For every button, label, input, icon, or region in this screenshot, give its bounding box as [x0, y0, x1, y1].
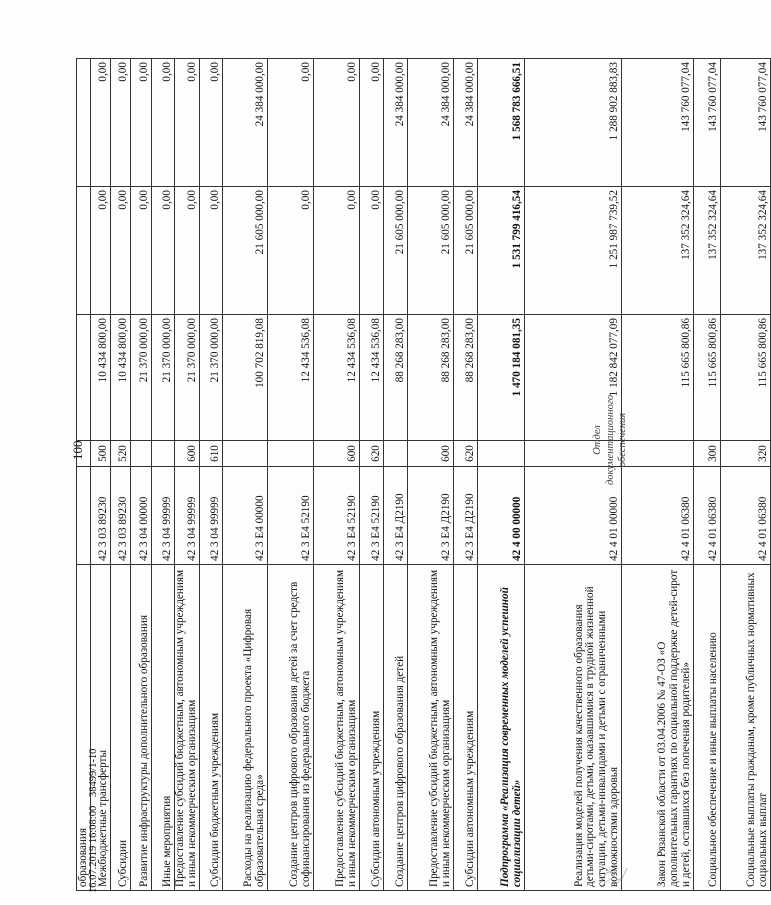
table-row: [383, 59, 407, 891]
cell-v1: 88 268 283,00: [383, 315, 407, 441]
cell-v2: 0,00: [313, 187, 359, 315]
cell-csr: 42 3 04 99999: [152, 467, 175, 565]
cell-csr: [77, 467, 91, 565]
cell-v1: 115 665 800,86: [693, 315, 720, 441]
cell-v3: 0,00: [91, 59, 111, 187]
cell-v1: 100 702 819,08: [222, 315, 267, 441]
cell-name: Иные мероприятия: [152, 565, 175, 891]
cell-csr: 42 3 E4 52190: [267, 467, 313, 565]
cell-v2: 0,00: [152, 187, 175, 315]
table-row: [199, 59, 222, 891]
table-row: [111, 59, 131, 891]
cell-v3: 0,00: [175, 59, 200, 187]
cell-v3: 143 760 077,04: [693, 59, 720, 187]
cell-v3: 0,00: [152, 59, 175, 187]
cell-v2: 1 251 987 739,52: [524, 187, 621, 315]
cell-csr: 42 3 04 00000: [131, 467, 152, 565]
cell-v2: 137 352 324,64: [720, 187, 770, 315]
cell-v3: 0,00: [131, 59, 152, 187]
cell-name: Развитие инфраструктуры дополнительного образования: [131, 565, 152, 891]
cell-vr: [152, 441, 175, 467]
cell-csr: 42 3 03 89230: [91, 467, 111, 565]
cell-name: Социальное обеспечение и иные выплаты населению: [693, 565, 720, 891]
cell-v3: [77, 59, 91, 187]
table-row: [407, 59, 453, 891]
cell-vr: 600: [175, 441, 200, 467]
cell-vr: [267, 441, 313, 467]
table-row: [222, 59, 267, 891]
cell-v2: 21 605 000,00: [222, 187, 267, 315]
table-row: [313, 59, 359, 891]
cell-csr: 42 3 E4 Д2190: [407, 467, 453, 565]
cell-v3: 24 384 000,00: [407, 59, 453, 187]
cell-name: Субсидии автономным учреждениям: [359, 565, 383, 891]
cell-v2: [77, 187, 91, 315]
cell-name: Субсидии автономным учреждениям: [453, 565, 477, 891]
cell-v3: 0,00: [359, 59, 383, 187]
cell-v1: [77, 315, 91, 441]
cell-name: Предоставление субсидий бюджетным, автономным учреждениям и иным некоммерческим организациям: [407, 565, 453, 891]
cell-csr: 42 4 00 00000: [477, 467, 524, 565]
cell-csr: 42 4 01 06380: [621, 467, 693, 565]
cell-vr: 500: [91, 441, 111, 467]
cell-csr: 42 3 E4 Д2190: [383, 467, 407, 565]
seal-scribble-icon: [598, 862, 630, 888]
cell-name: Создание центров цифрового образования детей за счет средств софинансирования из федерального бюджета: [267, 565, 313, 891]
cell-name: Подпрограмма «Реализация современных моделей успешной социализации детей»: [477, 565, 524, 891]
cell-v3: 1 288 902 883,83: [524, 59, 621, 187]
table-row: [152, 59, 175, 891]
cell-v3: 143 760 077,04: [621, 59, 693, 187]
department-stamp: [592, 395, 630, 485]
cell-name: Субсидии: [111, 565, 131, 891]
cell-name: Предоставление субсидий бюджетным, автономным учреждениям и иным некоммерческим организациям: [175, 565, 200, 891]
cell-vr: [477, 441, 524, 467]
cell-v2: 21 605 000,00: [407, 187, 453, 315]
cell-vr: [383, 441, 407, 467]
cell-v2: 1 531 799 416,54: [477, 187, 524, 315]
cell-vr: 610: [199, 441, 222, 467]
cell-csr: 42 4 01 06380: [720, 467, 770, 565]
cell-csr: 42 3 04 99999: [175, 467, 200, 565]
cell-csr: 42 3 E4 52190: [359, 467, 383, 565]
table-row: [267, 59, 313, 891]
cell-vr: [621, 441, 693, 467]
cell-v2: 0,00: [267, 187, 313, 315]
cell-v2: 0,00: [199, 187, 222, 315]
cell-csr: 42 4 01 06380: [693, 467, 720, 565]
cell-v1: 88 268 283,00: [407, 315, 453, 441]
cell-name: Социальные выплаты гражданам, кроме публичных нормативных социальных выплат: [720, 565, 770, 891]
cell-csr: 42 3 03 89230: [111, 467, 131, 565]
cell-name: Закон Рязанской области от 03.04.2006 № 47-ОЗ «О дополнительных гарантиях по социальной поддержке детей-сирот и детей, оставшихся без попечения родителей»: [621, 565, 693, 891]
table-row: [720, 59, 770, 891]
cell-csr: 42 3 E4 52190: [313, 467, 359, 565]
cell-vr: 600: [313, 441, 359, 467]
cell-v2: 0,00: [359, 187, 383, 315]
table-row: [175, 59, 200, 891]
cell-v1: 115 665 800,86: [720, 315, 770, 441]
cell-v1: 10 434 800,00: [111, 315, 131, 441]
cell-v1: 21 370 000,00: [175, 315, 200, 441]
cell-v1: 12 434 536,08: [267, 315, 313, 441]
cell-v2: 0,00: [175, 187, 200, 315]
cell-name: Субсидии бюджетным учреждениям: [199, 565, 222, 891]
page-number: 100: [70, 440, 85, 460]
cell-v1: 21 370 000,00: [131, 315, 152, 441]
footer-datetime: 16.07.2019 16:08:00: [88, 805, 99, 893]
cell-v3: 0,00: [199, 59, 222, 187]
cell-v3: 143 760 077,04: [720, 59, 770, 187]
cell-vr: 620: [453, 441, 477, 467]
table-row: [621, 59, 693, 891]
cell-v1: 21 370 000,00: [152, 315, 175, 441]
cell-name: Предоставление субсидий бюджетным, автономным учреждениям и иным некоммерческим организациям: [313, 565, 359, 891]
stamp-line-2: обеспечения: [617, 412, 629, 468]
cell-vr: 520: [111, 441, 131, 467]
cell-v3: 1 568 783 666,51: [477, 59, 524, 187]
cell-v2: 21 605 000,00: [453, 187, 477, 315]
cell-v3: 24 384 000,00: [222, 59, 267, 187]
cell-v1: 115 665 800,86: [621, 315, 693, 441]
cell-csr: 42 3 E4 Д2190: [453, 467, 477, 565]
cell-v2: 21 605 000,00: [383, 187, 407, 315]
cell-name: Расходы на реализацию федерального проекта «Цифровая образовательная среда»: [222, 565, 267, 891]
cell-v2: 0,00: [111, 187, 131, 315]
cell-name: образования: [77, 565, 91, 891]
cell-csr: 42 4 01 00000: [524, 467, 621, 565]
footer-document-code: 38499/1-10: [88, 748, 99, 797]
cell-v2: 0,00: [131, 187, 152, 315]
table-row: [131, 59, 152, 891]
cell-name: Создание центров цифрового образования детей: [383, 565, 407, 891]
cell-vr: [131, 441, 152, 467]
cell-v3: 24 384 000,00: [453, 59, 477, 187]
cell-v1: 10 434 800,00: [91, 315, 111, 441]
cell-v1: 21 370 000,00: [199, 315, 222, 441]
cell-v3: 0,00: [267, 59, 313, 187]
cell-v2: 0,00: [91, 187, 111, 315]
cell-csr: 42 3 E4 00000: [222, 467, 267, 565]
cell-v2: 137 352 324,64: [693, 187, 720, 315]
stamp-line-1: Отдел документационного: [592, 394, 616, 485]
cell-vr: 620: [359, 441, 383, 467]
cell-csr: 42 3 04 99999: [199, 467, 222, 565]
cell-vr: 600: [407, 441, 453, 467]
cell-v1: 88 268 283,00: [453, 315, 477, 441]
cell-v1: 12 434 536,08: [359, 315, 383, 441]
cell-v1: 1 470 184 081,35: [477, 315, 524, 441]
budget-table: [76, 58, 771, 891]
cell-vr: [222, 441, 267, 467]
table-row: [477, 59, 524, 891]
cell-v3: 0,00: [111, 59, 131, 187]
table-row: [453, 59, 477, 891]
cell-v3: 24 384 000,00: [383, 59, 407, 187]
cell-v1: 12 434 536,08: [313, 315, 359, 441]
cell-v2: 137 352 324,64: [621, 187, 693, 315]
cell-vr: [77, 441, 91, 467]
cell-v1: 1 182 842 077,09: [524, 315, 621, 441]
cell-name: Межбюджетные трансферты: [91, 565, 111, 891]
cell-name: Реализация моделей получения качественного образования детьми-сиротами, детьми, оказавшимися в трудной жизненной ситуации, детьми-инвалидами и детьми с ограниченными возможностями здоровья: [524, 565, 621, 891]
table-body: [77, 59, 771, 891]
cell-vr: 320: [720, 441, 770, 467]
cell-v3: 0,00: [313, 59, 359, 187]
table-row: [359, 59, 383, 891]
table-row: [693, 59, 720, 891]
cell-vr: 300: [693, 441, 720, 467]
